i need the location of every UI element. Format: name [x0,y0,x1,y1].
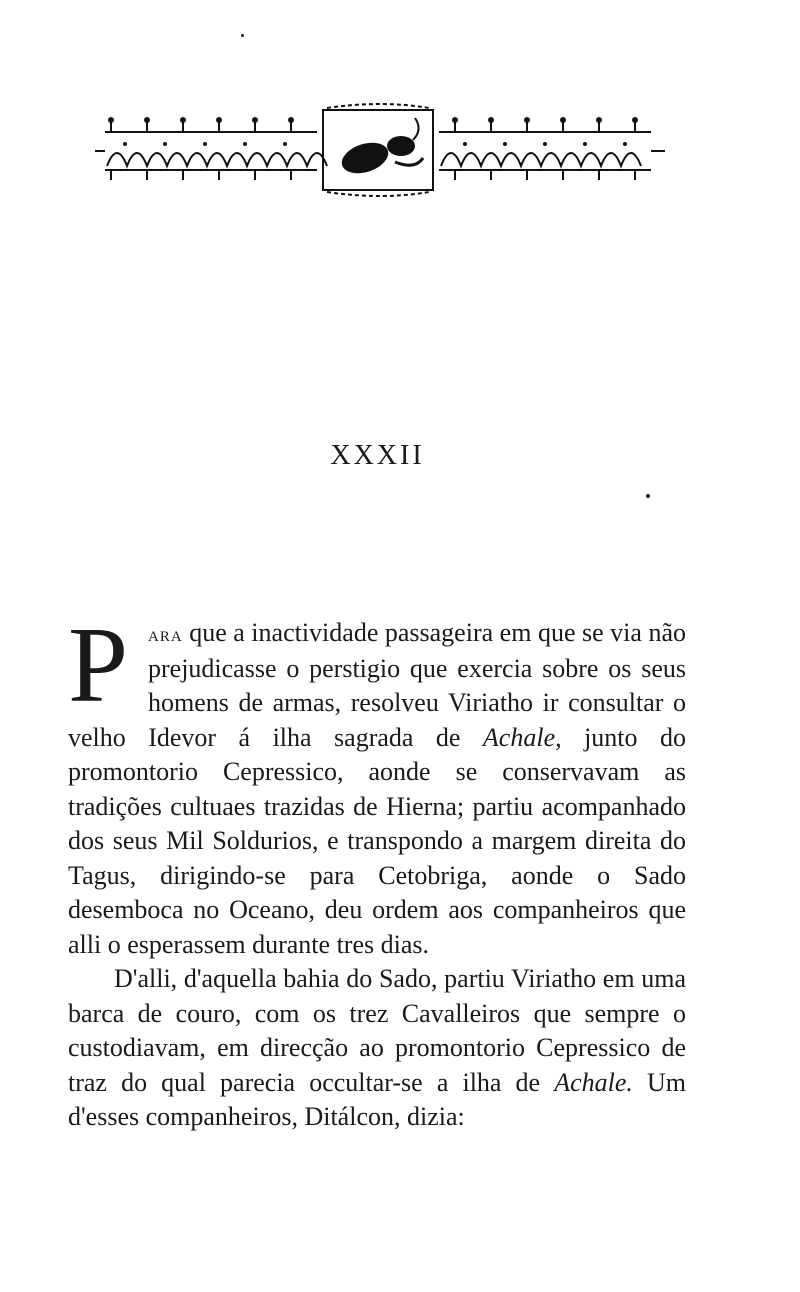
ink-speck [241,34,244,37]
right-arabesque-band [439,122,665,180]
beetle-icon [338,118,423,179]
body-text [68,606,687,1135]
paragraph-1 [68,606,686,962]
drop-cap: P [68,606,129,725]
paragraph-2-text-a: D'alli, d'aquella bahia do Sado, partiu Viriatho em uma barca de couro, com os trez Cavalleiros que sempre o custodiavam, em direcção ao promontorio Cepressico de traz do qual parecia occultar-se a ilha de [68,964,686,1097]
drop-cap-continuation: ara [148,621,183,646]
place-name-italic: Achale. [554,1067,633,1097]
paragraph-2 [68,962,686,1135]
place-name-italic: Achale, [482,722,562,752]
drop-cap-box [68,606,144,725]
left-arabesque-band [95,122,327,180]
paragraph-1-text-a: que a inactividade passageira em que se via não prejudicasse o perstigio que exercia sobre os seus homens de armas, resolveu Viriatho ir consultar o velho Idevor á ilha sagrada de [68,618,686,752]
chapter-number: XXXII [330,440,425,471]
paragraph-2-text-b: Um d'esses companheiros, Ditálcon, dizia: [68,1067,687,1131]
ink-speck [646,494,650,498]
paragraph-1-text-b: junto do promontorio Cepressico, aonde se conservavam as tradições cultuaes trazidas de Hierna; partiu acompanhado dos seus Mil Soldurios, e transpondo a margem direita do Tagus, dirigindo-se para Cetobriga, aonde o Sado desemboca no Oceano, deu ordem aos companheiros que alli o esperassem durante tres dias. [68,722,686,959]
headpiece-ornament [95,100,675,200]
